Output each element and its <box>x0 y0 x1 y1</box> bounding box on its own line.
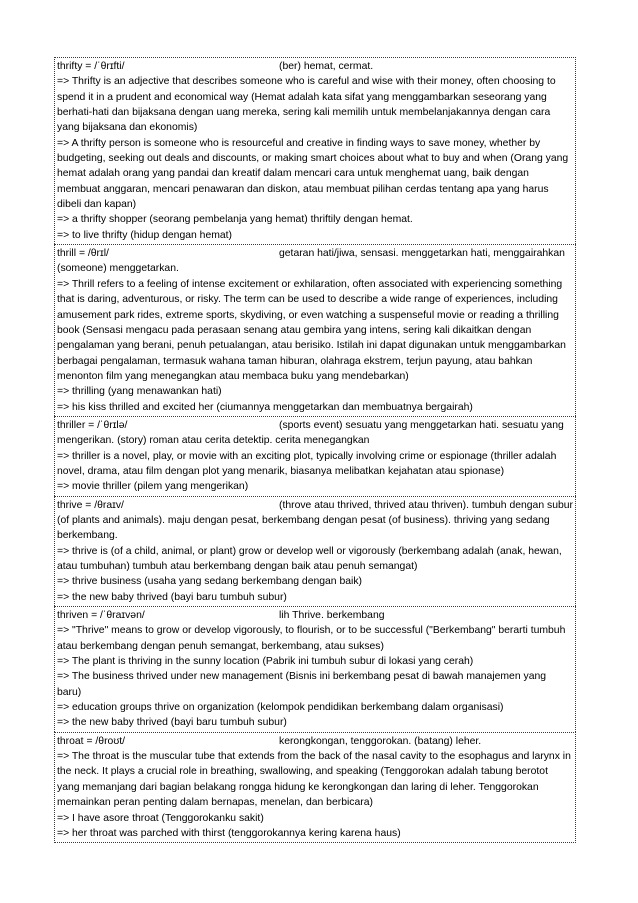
headword-pronunciation: thrive = /θraɪv/ <box>57 499 124 511</box>
example-line: => to live thrifty (hidup dengan hemat) <box>57 229 233 241</box>
headword-pronunciation: thrifty = /ˈθrɪfti/ <box>57 61 125 72</box>
example-line: => The business thrived under new management (Bisnis ini berkembang pesat di bawah manajemen yang baru) <box>57 671 547 698</box>
example-line: => Thrifty is an adjective that describes someone who is careful and wise with their money, often choosing to spend it in a prudent and economical way (Hemat adalah kata sifat yang menggambarkan seseorang yang berhati-hati dan bijaksana dengan uang mereka, sering kali memilih untuk membelanjakannya dengan cara yang bijaksana dan ekonomis) <box>57 76 556 134</box>
entry-header <box>57 59 573 74</box>
example-line: => her throat was parched with thirst (tenggorokannya kering karena haus) <box>57 827 401 839</box>
entry-thriller <box>54 416 576 496</box>
example-line: => thrive is (of a child, animal, or plant) grow or develop well or vigorously (berkembang adalah (anak, hewan, atau tumbuhan) tumbuh atau berkembang dengan baik atau penuh semangat) <box>57 545 562 572</box>
example-line: => thrilling (yang menawankan hati) <box>57 386 222 398</box>
entry-thrive <box>54 496 576 606</box>
entry-thrill <box>54 244 576 416</box>
headword-meaning: kerongkongan, tenggorokan. (batang) leher. <box>279 735 482 747</box>
example-line: => "Thrive" means to grow or develop vigorously, to flourish, or to be successful ("Berkembang" berarti tumbuh atau berkembang dengan penuh semangat, berkembang, atau sukses) <box>57 625 566 652</box>
document-page <box>54 57 576 843</box>
headword-meaning: (ber) hemat, cermat. <box>279 61 374 72</box>
example-line: => the new baby thrived (bayi baru tumbuh subur) <box>57 717 287 729</box>
example-line: => The plant is thriving in the sunny location (Pabrik ini tumbuh subur di lokasi yang cerah) <box>57 656 474 668</box>
example-line: => A thrifty person is someone who is resourceful and creative in finding ways to save money, whether by budgeting, seeking out deals and discounts, or making smart choices about what to buy and when (Orang yang hemat adalah orang yang pandai dan kreatif dalam mencari cara untuk menghemat uang, baik dengan membuat anggaran, mencari penawaran dan diskon, atau membuat pilihan cerdas tentang apa yang harus dibeli dan kapan) <box>57 137 569 211</box>
example-line: => his kiss thrilled and excited her (ciumannya menggetarkan dan membuatnya bergairah) <box>57 401 473 413</box>
entry-header <box>57 246 573 277</box>
headword-meaning: getaran hati/jiwa, sensasi. menggetarkan hati, menggairahkan (someone) menggetarkan. <box>57 248 565 275</box>
example-line: => education groups thrive on organization (kelompok pendidikan berkembang dalam organisasi) <box>57 702 504 714</box>
entry-header <box>57 734 573 749</box>
example-line: => a thrifty shopper (seorang pembelanja yang hemat) thriftily dengan hemat. <box>57 214 413 226</box>
headword-pronunciation: throat = /θroʊt/ <box>57 735 125 747</box>
headword-pronunciation: thrill = /θrɪl/ <box>57 248 109 260</box>
example-line: => thrive business (usaha yang sedang berkembang dengan baik) <box>57 576 362 588</box>
headword-pronunciation: thriven = /ˈθraɪvən/ <box>57 610 145 622</box>
headword-meaning: (throve atau thrived, thrived atau thriven). tumbuh dengan subur (of plants and animals). maju dengan pesat, berkembang dengan pesat (of business). thriving yang sedang berkembang. <box>57 499 573 542</box>
example-line: => I have asore throat (Tenggorokanku sakit) <box>57 812 264 824</box>
headword-pronunciation: thriller = /ˈθrɪlə/ <box>57 419 128 431</box>
example-line: => The throat is the muscular tube that extends from the back of the nasal cavity to the esophagus and larynx in the neck. It plays a crucial role in breathing, swallowing, and speaking (Tenggorokan adalah tabung berotot yang memanjang dari bagian belakang rongga hidung ke kerongkongan dan laring di leher. Tenggorokan memainkan peran penting dalam bernapas, menelan, dan berbicara) <box>57 751 571 809</box>
entry-thriven <box>54 606 576 732</box>
entry-header <box>57 608 573 623</box>
example-line: => thriller is a novel, play, or movie with an exciting plot, typically involving crime or espionage (thriller adalah novel, drama, atau film dengan plot yang menarik, biasanya melibatkan kejahatan atau spionase) <box>57 450 557 477</box>
entry-thrifty <box>54 57 576 244</box>
entry-throat <box>54 732 576 843</box>
example-line: => Thrill refers to a feeling of intense excitement or exhilaration, often associated with experiencing something that is daring, adventurous, or risky. The term can be used to describe a wide range of experiences, including amusement park rides, extreme sports, skydiving, or even watching a suspenseful movie or reading a thrilling book (Sensasi mengacu pada perasaan senang atau gembira yang intens, sering kali dikaitkan dengan pengalaman yang berani, penuh petualangan, atau berisiko. Istilah ini dapat digunakan untuk menggambarkan berbagai pengalaman, termasuk wahana taman hiburan, olahraga ekstrem, terjun payung, atau bahkan menonton film yang menegangkan atau membaca buku yang mendebarkan) <box>57 278 566 382</box>
example-line: => the new baby thrived (bayi baru tumbuh subur) <box>57 591 287 603</box>
entry-header <box>57 498 573 544</box>
headword-meaning: lih Thrive. berkembang <box>279 610 385 622</box>
headword-meaning: (sports event) sesuatu yang menggetarkan hati. sesuatu yang mengerikan. (story) roman atau cerita detektip. cerita menegangkan <box>57 419 564 447</box>
example-line: => movie thriller (pilem yang mengerikan) <box>57 481 249 493</box>
entry-header <box>57 418 573 449</box>
